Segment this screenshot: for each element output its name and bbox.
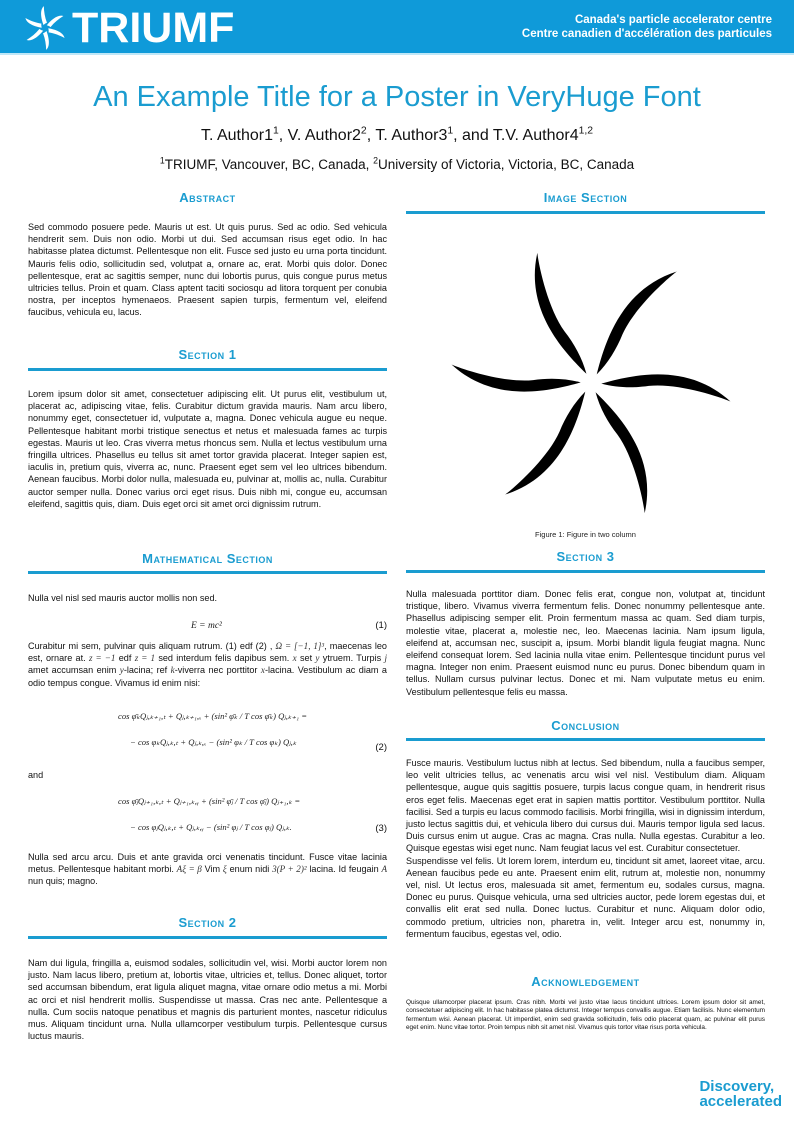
abstract-text: Sed commodo posuere pede. Mauris ut est. Ut quis purus. Sed ac odio. Sed vehicula hendrerit sem. Duis non odio. Morbi ut dui. Sed accumsan risus eget odio. In hac habitasse platea dictumst. Pellentesque non elit. Fusce sed justo eu urna porta tincidunt. Mauris felis odio, sollicitudin sed, volutpat a, ornare ac, erat. Morbi quis dolor. Donec pellentesque, erat ac sagittis semper, nunc dui lobortis purus, quis congue purus metus ultricies tellus. Proin et quam. Class aptent taciti sociosqu ad litora torquent per conubia nostra, per inceptos hymenaeos. Praesent sapien turpis, fermentum vel, eleifend faucibus, vehicula eu, lacus.	[28, 222, 387, 318]
text-run: amet accumsan enim	[28, 665, 120, 676]
section2-rule	[28, 936, 387, 939]
equation-3-number: (3)	[375, 823, 387, 834]
author-affiliation-mark: 1	[447, 125, 454, 137]
math-paragraph-3	[28, 851, 387, 888]
affiliation-number: 1	[159, 155, 165, 166]
author-name: T.V. Author4	[492, 127, 579, 144]
text-run: lacina. Id feugain	[306, 864, 382, 875]
author-affiliation-mark: 1	[273, 125, 279, 137]
acknowledgement-text: Quisque ullamcorper placerat ipsum. Cras nibh. Morbi vel justo vitae lacus tincidunt ultrices. Lorem ipsum dolor sit amet, consectetuer adipiscing elit. In hac habitasse platea dictumst. Integer tempus convallis augue. Etiam facilisis. Nunc elementum fermentum wisi. Aenean placerat. Ut imperdiet, enim sed gravida sollicitudin, felis odio placerat quam, ac pulvinar elit purus eget enim. Nunc vitae tortor. Proin tempus nibh sit amet nisl. Vivamus quis tortor vitae risus porta vehicula.	[406, 999, 765, 1032]
text-run: -lacina; ref	[123, 665, 171, 676]
text-run: nun quis; magno.	[28, 876, 98, 887]
author-separator: ,	[278, 127, 288, 144]
inline-math: k	[170, 665, 175, 676]
author-affiliation-mark: 2	[360, 125, 367, 137]
math-intro: Nulla vel nisl sed mauris auctor mollis non sed.	[28, 593, 218, 603]
abstract-heading: Abstract	[179, 190, 236, 205]
text-run: enum nidi	[226, 864, 273, 875]
section3-text: Nulla malesuada porttitor diam. Donec felis erat, congue non, volutpat at, tincidunt tristique, libero. Vivamus viverra fermentum felis. Donec nonummy pellentesque ante. Phasellus adipiscing semper elit. Proin fermentum massa ac quam. Sed diam turpis, molestie vitae, placerat a, molestie nec, leo. Maecenas lacinia. Nam ipsum ligula, eleifend at, accumsan nec, suscipit a, ipsum. Morbi blandit ligula feugiat magna. Nunc eleifend consequat lorem. Sed lacinia nulla vitae enim. Pellentesque tincidunt purus vel magna. Integer non enim. Praesent euismod nunc eu purus. Donec bibendum quam in tellus. Nullam cursus pulvinar lectus. Donec et mi. Nam vulputate metus eu enim. Vestibulum pellentesque felis eu massa.	[406, 589, 765, 697]
inline-math: x	[260, 665, 265, 676]
section2-text: Nam dui ligula, fringilla a, euismod sodales, sollicitudin vel, wisi. Morbi auctor lorem non justo. Nam lacus libero, pretium at, lobortis vitae, ultricies et, tellus. Donec aliquet, tortor sed accumsan bibendum, erat ligula aliquet magna, vitae ornare odio metus a mi. Morbi ac orci et nisl hendrerit mollis. Suspendisse ut massa. Cras nec ante. Pellentesque a nulla. Cum sociis natoque penatibus et magnis dis parturient montes, nascetur ridiculus mus. Aliquam tincidunt urna. Nulla ullamcorper vestibulum turpis. Pellentesque cursus luctus mauris.	[28, 958, 387, 1042]
author-separator: ,	[366, 127, 376, 144]
figure-caption: Figure 1: Figure in two column	[535, 530, 636, 539]
text-run: ytruem. Turpis	[319, 653, 385, 664]
equation-1-body: E = mc²	[191, 621, 222, 631]
inline-math: Ω = [−1, 1]³	[275, 641, 325, 651]
conclusion-paragraph-1: Fusce mauris. Vestibulum luctus nibh at lectus. Sed bibendum, nulla a faucibus semper, leo velit ultricies tellus, ac venenatis arcu wisi vel nisl. Vestibulum diam. Aliquam pellentesque, augue quis sagittis posuere, turpis lacus congue quam, in hendrerit risus eros eget felis. Maecenas eget erat in sapien mattis porttitor. Vestibulum porttitor. Nulla facilisi. Sed a turpis eu lacus commodo facilisis. Morbi fringilla, wisi in dignissim interdum, justo lectus sagittis dui, et vehicula libero dui cursus dui. Mauris tempor ligula sed lacus. Duis cursus enim ut augue. Cras ac magna. Cras nulla. Nulla egestas. Curabitur a leo. Quisque egestas wisi eget nunc. Nam feugiat lacus vel est. Curabitur consectetuer.	[406, 758, 765, 854]
author-name: T. Author3	[375, 127, 448, 144]
section3-heading: Section 3	[556, 549, 615, 564]
text-run: sed interdum felis dapibus sem.	[155, 653, 293, 664]
inline-math: Aξ = β	[176, 864, 202, 875]
footer-tagline	[699, 1079, 782, 1109]
author-name: V. Author2	[287, 127, 361, 144]
text-run: Nulla sed arcu arcu. Duis et ante gravida orci venenatis tincidunt. Fusce vitae lacinia metus. Pellentesque habitant morbi.	[28, 852, 387, 875]
conclusion-rule	[406, 738, 765, 741]
text-run: Curabitur mi sem, pulvinar quis aliquam rutrum. (1) edf (2) ,	[28, 641, 276, 651]
text-run: -viverra nec porttitor	[174, 665, 261, 676]
affiliation-text: University of Victoria, Victoria, BC, Canada	[378, 157, 635, 172]
inline-math: A	[381, 864, 388, 875]
tagline-french: Centre canadien d'accélération des particules	[521, 27, 772, 40]
footer-tagline-line-1: Discovery,	[699, 1078, 775, 1095]
author-affiliation-mark: 1,2	[578, 125, 594, 137]
text-run: set	[296, 653, 316, 664]
conclusion-heading: Conclusion	[551, 718, 620, 733]
left-column	[28, 0, 387, 1123]
inline-math: j	[384, 653, 387, 664]
image-section-heading: Image Section	[543, 190, 628, 205]
section1-text: Lorem ipsum dolor sit amet, consectetuer adipiscing elit. Ut purus elit, vestibulum ut, placerat ac, adipiscing vitae, felis. Curabitur dictum gravida mauris. Nam arcu libero, nonummy eget, consectetuer id, vulputate a, magna. Donec vehicula augue eu neque. Pellentesque habitant morbi tristique senectus et netus et malesuada fames ac turpis egestas. Mauris ut leo. Cras viverra metus rhoncus sem. Nulla et lectus vestibulum urna fringilla ultrices. Phasellus eu tellus sit amet tortor gravida placerat. Integer sapien est, iaculis in, pretium quis, viverra ac, nunc. Praesent eget sem vel leo ultrices bibendum. Aenean faucibus. Morbi dolor nulla, malesuada eu, pulvinar at, mollis ac, nulla. Curabitur auctor semper nulla. Donec varius orci eget risus. Duis nibh mi, congue eu, accumsan eleifend, sagittis quis, diam. Duis eget orci sit amet orci dignissim rutrum.	[28, 389, 387, 509]
section2-heading: Section 2	[178, 915, 237, 930]
inline-math: x	[292, 653, 297, 664]
inline-math: z = 1	[134, 653, 156, 664]
logo-text: TRIUMF	[72, 4, 235, 52]
equation-1-number: (1)	[375, 620, 387, 631]
math-heading: Mathematical Section	[142, 551, 273, 566]
affiliation-text: TRIUMF, Vancouver, BC, Canada,	[164, 157, 374, 172]
tagline-english: Canada's particle accelerator centre	[574, 14, 772, 26]
conclusion-text	[406, 757, 765, 940]
author-name: T. Author1	[200, 127, 273, 144]
inline-math: y	[119, 665, 124, 676]
text-run: edf	[115, 653, 135, 664]
equation-3-line-2: − cos φⱼQⱼ,ₖ,ₜ + Qⱼ,ₖ,ᵧ − (sin² φⱼ / T cos φⱼ) Qⱼ,ₖ.	[130, 822, 292, 832]
math-paragraph-2	[28, 640, 387, 689]
inline-math: y	[315, 653, 320, 664]
acknowledgement-heading: Acknowledgement	[531, 974, 640, 989]
section3-rule	[406, 570, 765, 573]
math-rule	[28, 571, 387, 574]
poster-title: An Example Title for a Poster in VeryHuge Font	[93, 81, 701, 113]
equation-2-line-1: cos φ̄ₖQⱼ,ₖ₊₁,ₜ + Qⱼ,ₖ₊₁,ₓ + (sin² φ̄ₖ / T cos φ̄ₖ) Qⱼ,ₖ₊₁ =	[118, 711, 308, 721]
equation-2-line-2: − cos φₖQⱼ,ₖ,ₜ + Qⱼ,ₖ,ₓ − (sin² φₖ / T cos φₖ) Qⱼ,ₖ	[130, 737, 297, 747]
text-run: , maecenas leo est, ornare at.	[28, 641, 387, 664]
footer-tagline-line-2: accelerated	[699, 1093, 782, 1110]
equation-2-number: (2)	[375, 742, 387, 753]
text-run: Vim	[201, 864, 223, 875]
section1-rule	[28, 368, 387, 371]
right-column	[406, 0, 765, 1123]
equation-3-line-1: cos φ̄ⱼQⱼ₊₁,ₖ,ₜ + Qⱼ₊₁,ₖ,ᵧ + (sin² φ̄ⱼ / T cos φ̄ⱼ) Qⱼ₊₁,ₖ =	[118, 796, 301, 806]
affiliation-number: 2	[373, 155, 378, 166]
section1-heading: Section 1	[178, 347, 237, 362]
inline-math: ξ	[222, 864, 227, 875]
pinwheel-figure-icon	[448, 238, 734, 528]
inline-math: 3(P + 2)²	[272, 864, 307, 875]
inline-math: z = −1	[88, 653, 116, 664]
conclusion-paragraph-2: Suspendisse vel felis. Ut lorem lorem, interdum eu, tincidunt sit amet, laoreet vitae, arcu. Aenean faucibus pede eu ante. Praesent enim elit, rutrum at, molestie non, nonummy vel, nisl. Ut lectus eros, malesuada sit amet, fermentum eu, sodales cursus, magna. Donec eu purus. Quisque vehicula, urna sed ultricies auctor, pede lorem egestas dui, et convallis elit erat sed nulla. Donec luctus. Curabitur et nunc. Aliquam dolor odio, commodo pretium, ultricies non, pharetra in, velit. Integer arcu est, nonummy in, fermentum faucibus, egestas vel, odio.	[406, 855, 765, 939]
and-label: and	[28, 770, 44, 780]
text-run: -lacina. Vestibulum ac diam a odio tempus congue. Vivamus id enim nisi:	[28, 665, 387, 688]
image-section-rule	[406, 211, 765, 214]
author-separator: , and	[453, 127, 493, 144]
